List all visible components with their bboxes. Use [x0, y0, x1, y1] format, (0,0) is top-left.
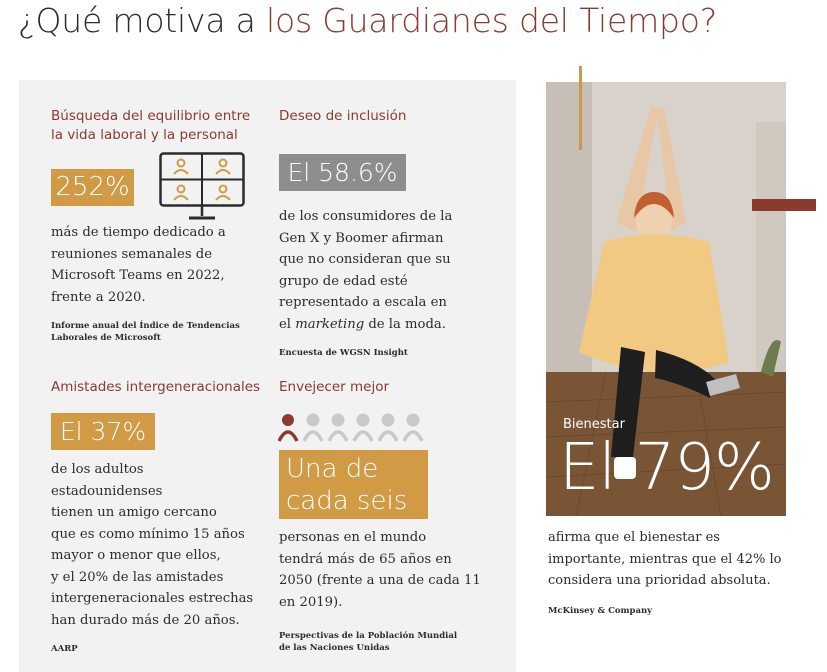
worklife-text	[51, 222, 226, 308]
accent-bar	[752, 199, 816, 211]
worklife-text-line: más de tiempo dedicado a	[51, 225, 226, 240]
worklife-text-line: Microsoft Teams en 2022,	[51, 268, 225, 283]
inclusion-text-line: grupo de edad esté	[279, 273, 408, 289]
page-title	[18, 0, 717, 42]
inclusion-heading: Deseo de inclusión	[279, 108, 407, 124]
aging-text-line: en 2019).	[279, 594, 343, 610]
aging-text-line: personas en el mundo	[279, 530, 427, 545]
inclusion-text-fragment: de la moda.	[364, 316, 446, 332]
inclusion-text-line: de los consumidores de la	[279, 209, 453, 224]
wellbeing-source: McKinsey & Company	[548, 606, 653, 616]
worklife-text-line: frente a 2020.	[51, 289, 146, 305]
aging-stat-line: Una de	[286, 454, 379, 484]
aging-text-line: 2050 (frente a una de cada 11	[279, 573, 481, 588]
inclusion-text-line: Gen X y Boomer afirman	[279, 230, 444, 246]
aging-source	[279, 630, 457, 654]
worklife-heading	[51, 107, 250, 145]
worklife-heading-line: la vida laboral y la personal	[51, 127, 238, 143]
friendship-text-line: de los adultos	[51, 462, 144, 477]
wellbeing-text-line: considera una prioridad absoluta.	[548, 573, 771, 588]
friendship-text-line: tienen un amigo cercano	[51, 505, 217, 520]
accent-vertical-line	[579, 66, 582, 150]
aging-stat-line: cada seis	[286, 486, 408, 516]
friendship-text-line: que es como mínimo 15 años	[51, 526, 245, 542]
aging-stat	[279, 450, 428, 519]
inclusion-text-line: representado a escala en	[279, 295, 447, 310]
woman-yoga-tree-pose-photo	[546, 82, 786, 516]
friendship-heading: Amistades intergeneracionales	[51, 379, 261, 395]
title-prefix: ¿Qué motiva a	[18, 1, 266, 40]
inclusion-source: Encuesta de WGSN Insight	[279, 348, 408, 358]
friendship-text-line: estadounidenses	[51, 483, 163, 499]
worklife-stat: 252%	[51, 169, 134, 206]
friendship-text-line: mayor o menor que ellos,	[51, 548, 221, 563]
aging-text-line: tendrá más de 65 años en	[279, 551, 452, 567]
aging-source-line: de las Naciones Unidas	[279, 643, 390, 653]
people-row-icon	[278, 411, 428, 443]
worklife-heading-line: Búsqueda del equilibrio entre	[51, 108, 251, 124]
worklife-source-line: Laborales de Microsoft	[51, 333, 161, 343]
aging-source-line: Perspectivas de la Población Mundial	[279, 631, 458, 641]
friendship-source: AARP	[51, 644, 78, 654]
wellbeing-text	[548, 527, 781, 592]
wellbeing-label: Bienestar	[563, 417, 625, 432]
wellbeing-text-line: afirma que el bienestar es	[548, 530, 720, 545]
friendship-text	[51, 459, 253, 631]
wellbeing-stat: El 79%	[559, 431, 774, 505]
friendship-text-line: han durado más de 20 años.	[51, 612, 240, 628]
friendship-text-line: intergeneracionales estrechas	[51, 591, 254, 606]
inclusion-text-last-line	[279, 314, 452, 336]
video-meeting-monitor-icon	[159, 152, 245, 222]
worklife-source-line: Informe anual del Índice de Tendencias	[51, 321, 240, 331]
inclusion-stat: El 58.6%	[279, 154, 406, 191]
inclusion-text	[279, 206, 452, 335]
worklife-text-line: reuniones semanales de	[51, 246, 213, 262]
friendship-text-line: y el 20% de las amistades	[51, 569, 224, 585]
inclusion-text-line: que no consideran que su	[279, 252, 451, 267]
friendship-stat: El 37%	[51, 413, 155, 450]
worklife-source	[51, 320, 240, 344]
person-icon-highlighted	[279, 414, 297, 441]
aging-heading: Envejecer mejor	[279, 379, 390, 395]
wellbeing-text-line: importante, mientras que el 42% lo	[548, 551, 782, 567]
aging-text	[279, 527, 481, 613]
inclusion-text-italic: marketing	[295, 316, 365, 332]
title-accent: los Guardianes del Tiempo?	[265, 1, 718, 40]
inclusion-text-fragment: el	[279, 316, 296, 332]
